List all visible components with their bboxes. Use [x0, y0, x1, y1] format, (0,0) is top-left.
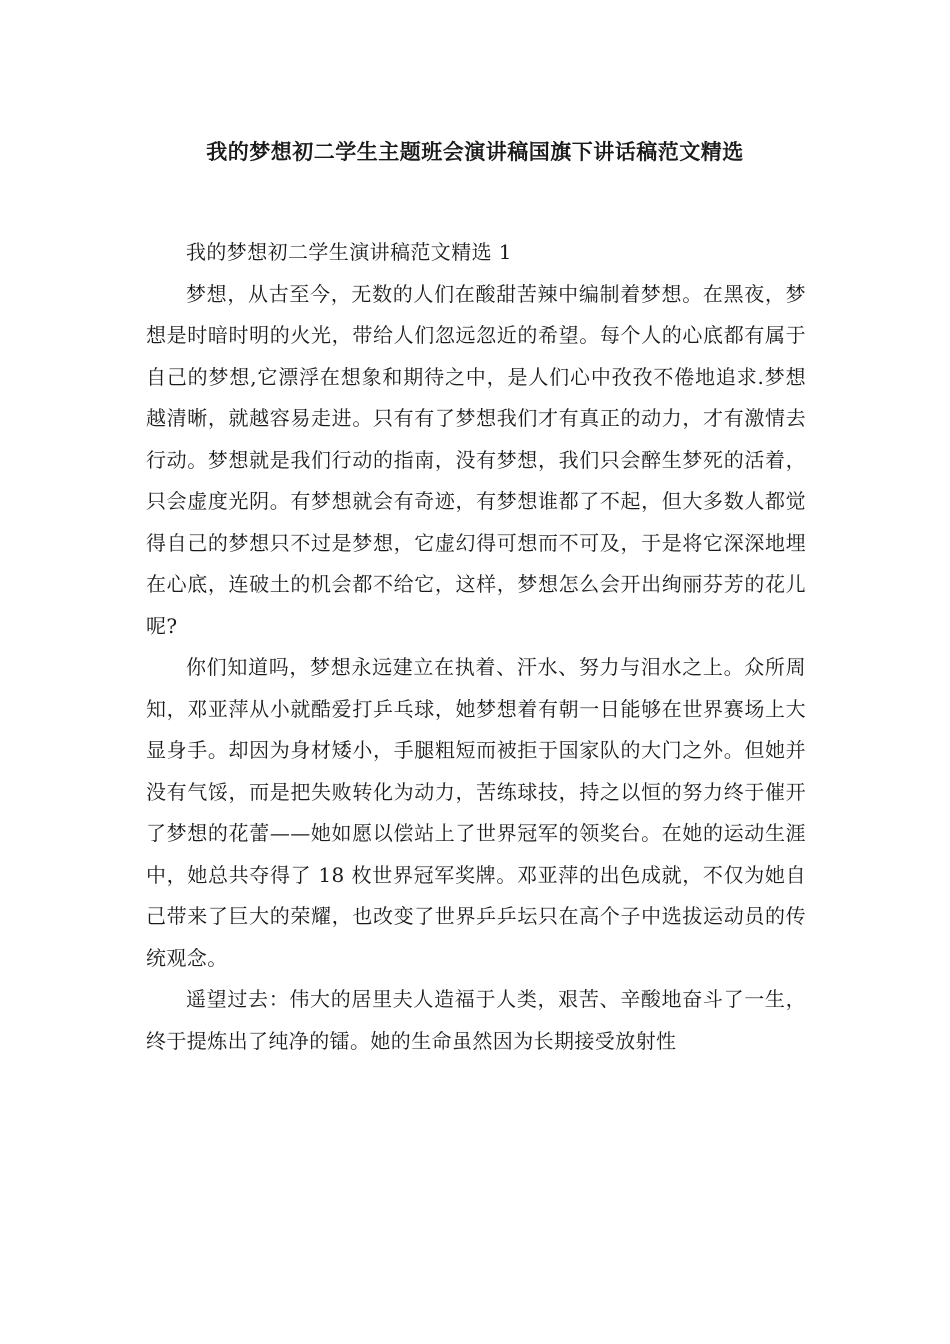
section-subheading: 我的梦想初二学生演讲稿范文精选 1 [186, 240, 512, 264]
document-title: 我的梦想初二学生主题班会演讲稿国旗下讲话稿范文精选 [206, 140, 744, 164]
document-body [146, 232, 806, 1062]
paragraph-1: 梦想，从古至今，无数的人们在酸甜苦辣中编制着梦想。在黑夜，梦想是时暗时明的火光，带给人们忽远忽近的希望。每个人的心底都有属于自己的梦想,它漂浮在想象和期待之中，是人们心中孜孜不倦地追求.梦想越清晰，就越容易走进。只有有了梦想我们才有真正的动力，才有激情去行动。梦想就是我们行动的指南，没有梦想，我们只会醉生梦死的活着，只会虚度光阴。有梦想就会有奇迹，有梦想谁都了不起，但大多数人都觉得自己的梦想只不过是梦想，它虚幻得可想而不可及，于是将它深深地埋在心底，连破土的机会都不给它，这样，梦想怎么会开出绚丽芬芳的花儿呢? [146, 281, 806, 638]
paragraph-3: 遥望过去：伟大的居里夫人造福于人类，艰苦、辛酸地奋斗了一生，终于提炼出了纯净的镭。她的生命虽然因为长期接受放射性 [146, 987, 806, 1053]
paragraph-2: 你们知道吗，梦想永远建立在执着、汗水、努力与泪水之上。众所周知，邓亚萍从小就酷爱打乒乓球，她梦想着有朝一日能够在世界赛场上大显身手。却因为身材矮小，手腿粗短而被拒于国家队的大门之外。但她并没有气馁，而是把失败转化为动力，苦练球技，持之以恒的努力终于催开了梦想的花蕾——她如愿以偿站上了世界冠军的领奖台。在她的运动生涯中，她总共夺得了 18 枚世界冠军奖牌。邓亚萍的出色成就，不仅为她自己带来了巨大的荣耀，也改变了世界乒乒坛只在高个子中选拔运动员的传统观念。 [146, 655, 806, 970]
